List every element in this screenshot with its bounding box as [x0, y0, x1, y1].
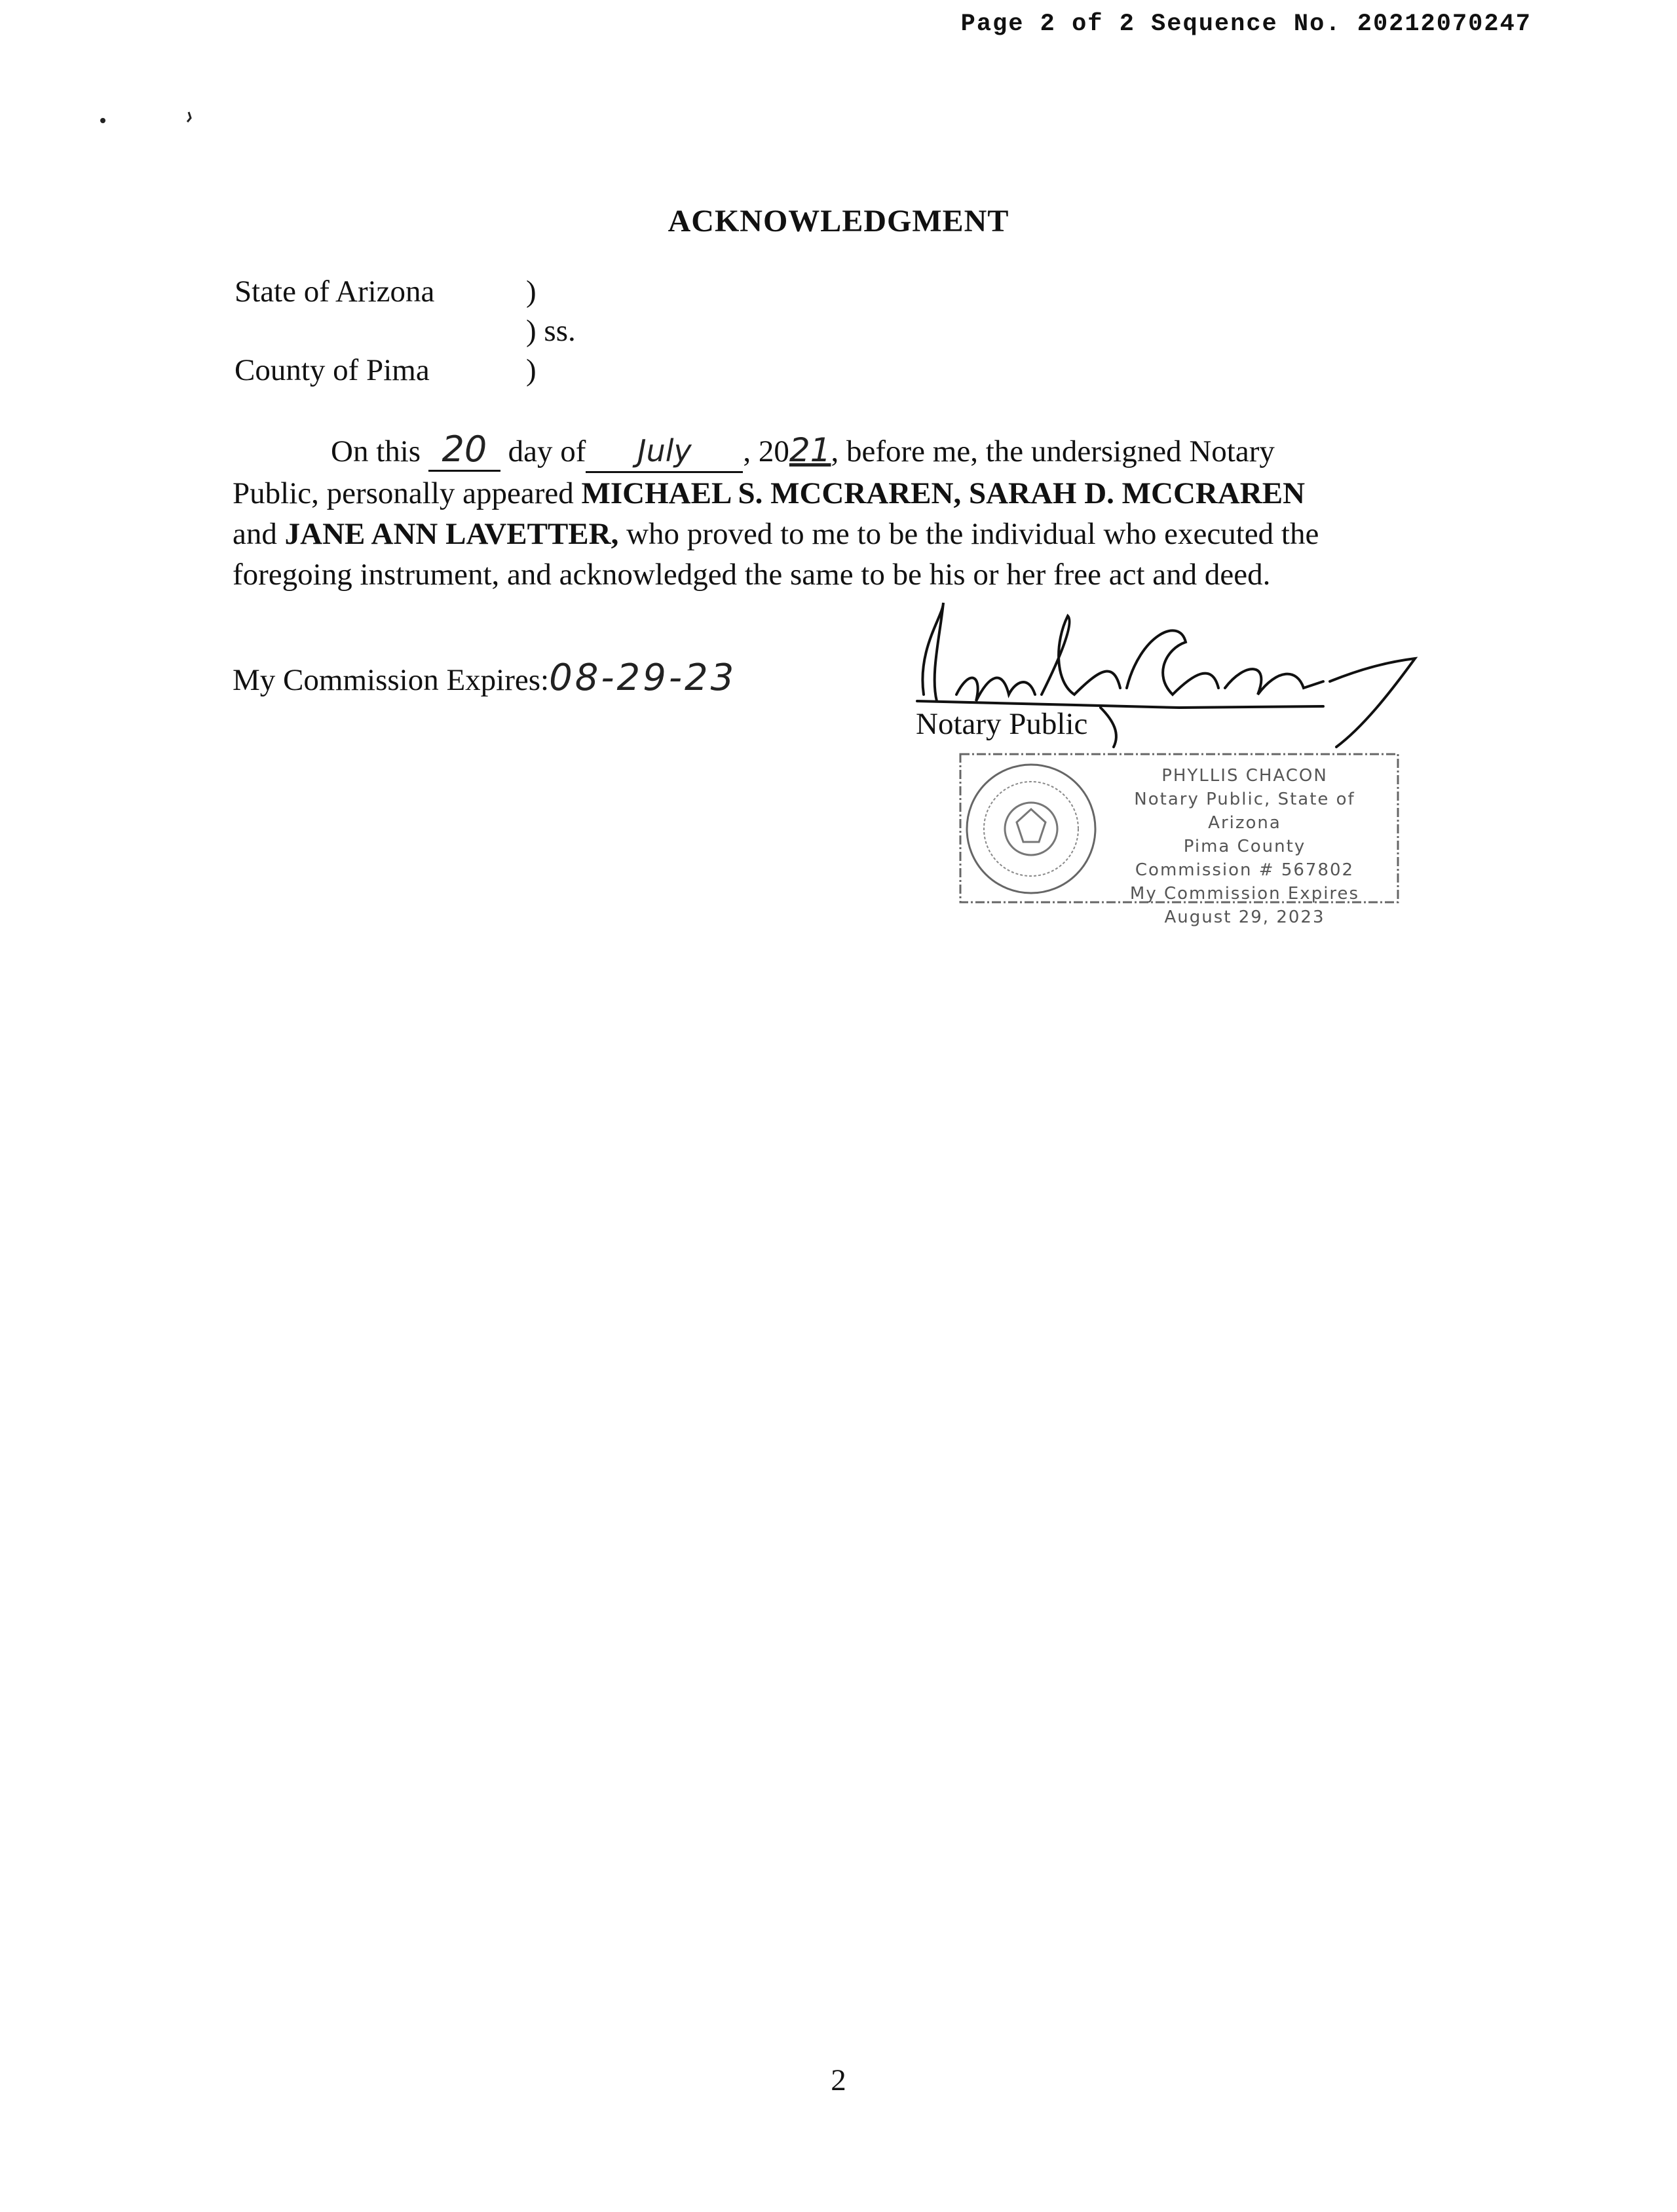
venue-paren-bottom: ) [526, 353, 537, 387]
commission-expires [233, 657, 736, 699]
signer-names-2: JANE ANN LAVETTER, [284, 517, 619, 551]
seal-line-6: August 29, 2023 [1164, 907, 1325, 927]
venue-block [235, 272, 576, 390]
body-line-1 [233, 429, 1399, 473]
month-handwritten: July [586, 430, 743, 473]
commission-label: My Commission Expires: [233, 663, 550, 697]
and-text: and [233, 517, 285, 551]
page-number: 2 [831, 2063, 846, 2097]
scan-specks [98, 110, 203, 130]
year-prefix-text: , 20 [743, 434, 789, 468]
body-line-4 [233, 554, 1399, 595]
county-label: County of Pima [235, 353, 430, 387]
notary-public-label: Notary Public [916, 707, 1088, 741]
signer-names-1: MICHAEL S. MCCRAREN, SARAH D. MCCRAREN [581, 476, 1306, 510]
venue-paren-top: ) [526, 275, 537, 309]
seal-line-5: My Commission Expires [1129, 884, 1360, 904]
day-of-text: day of [508, 434, 586, 468]
acknowledgment-body [233, 429, 1399, 595]
seal-line-1: PHYLLIS CHACON [1161, 766, 1328, 786]
proved-text: who proved to me to be the individual who executed the [618, 517, 1319, 551]
body-line-2 [233, 473, 1399, 514]
day-handwritten: 20 [428, 429, 500, 472]
foregoing-text: foregoing instrument, and acknowledged the same to be his or her free act and deed. [233, 558, 1271, 592]
body-line-3 [233, 514, 1399, 554]
year-handwritten: 21 [789, 431, 831, 469]
notary-seal-text [1101, 764, 1389, 929]
document-title: ACKNOWLEDGMENT [668, 204, 1009, 238]
state-label: State of Arizona [235, 275, 435, 309]
commission-date-handwritten: 08-29-23 [549, 657, 737, 699]
on-this-text: On this [331, 434, 421, 468]
seal-line-3: Pima County [1183, 837, 1306, 856]
page-sequence-header: Page 2 of 2 Sequence No. 20212070247 [960, 10, 1532, 38]
seal-line-2: Notary Public, State of Arizona [1134, 790, 1355, 833]
venue-ss: ) ss. [526, 314, 576, 348]
seal-line-4: Commission # 567802 [1135, 860, 1355, 880]
appeared-text: Public, personally appeared [233, 476, 582, 510]
before-me-text: , before me, the undersigned Notary [831, 434, 1275, 468]
